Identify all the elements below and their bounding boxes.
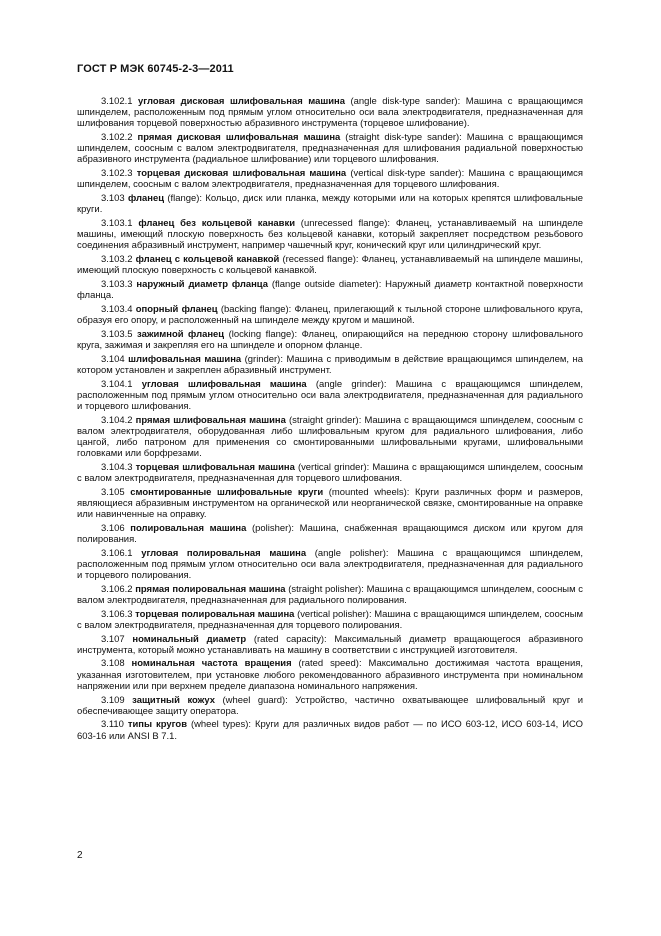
definition-text: (vertical disk-type sander): Машина с вращающимся шпинделем, соосным с валом электродвигателя, предназначенная для торцевого шлифования. [77, 168, 584, 191]
definition-text: (flange): Кольцо, диск или планка, между которыми или на которых крепятся шлифовальные круги. [77, 193, 583, 216]
clause-number: 3.104.3 [101, 461, 133, 473]
definition-text: (backing flange): Фланец, прилегающий к тыльной стороне шлифовального круга, образуя его опору, и расположенный на шпинделе между кругом и машиной. [77, 303, 583, 326]
defined-term: прямая полировальная машина [135, 583, 286, 595]
defined-term: полировальная машина [130, 522, 247, 534]
clause-number: 3.103.5 [101, 328, 133, 340]
defined-term: наружный диаметр фланца [136, 278, 268, 290]
defined-term: фланец с кольцевой канавкой [135, 254, 280, 265]
clause-number: 3.110 [101, 719, 124, 731]
clause-number: 3.103.4 [101, 303, 133, 315]
clause-number: 3.108 [101, 658, 125, 670]
clause-number: 3.105 [101, 486, 125, 498]
definition-text: (flange outside diameter): Наружный диаметр контактной поверхности фланца. [77, 278, 584, 302]
definition-paragraph [77, 379, 583, 412]
definition-paragraph [77, 218, 583, 251]
defined-term: шлифовальная машина [128, 353, 242, 365]
definition-text: (mounted wheels): Круги различных форм и размеров, являющиеся абразивным инструментом на органической или неорганической связке, смонтированные на оправке или навинченные на оправку. [77, 486, 583, 521]
definition-text: (rated capacity): Максимальный диаметр вращающегося абразивного инструмента, который можно устанавливать на машину в соответствии с инструкцией изготовителя. [77, 633, 584, 656]
definition-text: (straight disk-type sander): Машина с вращающимся шпинделем, соосным с валом электродвигателя, предназначенная для шлифования радиальной поверхностью абразивного инструмента (радиальное шлифование) или торцевого шлифования. [77, 132, 584, 166]
page-header: ГОСТ Р МЭК 60745-2-3—2011 [77, 63, 234, 75]
definition-paragraph [77, 658, 583, 691]
definition-paragraph [77, 462, 583, 484]
definition-text: (rated speed): Максимально достижимая частота вращения, указанная изготовителем, при установке любого рекомендованного абразивного инструмента при номинальном напряжении или при верхнем пределе диапазона номинального напряжения. [77, 658, 584, 692]
definition-paragraph [77, 168, 583, 190]
clause-number: 3.106 [101, 522, 125, 534]
definition-text: (polisher): Машина, снабженная вращающимся диском или кругом для полирования. [77, 522, 584, 545]
defined-term: угловая полировальная машина [141, 547, 307, 559]
clause-number: 3.102.1 [101, 96, 133, 107]
definition-text: (recessed flange): Фланец, устанавливаемый на шпинделе машины, имеющий плоскую поверхность с кольцевой канавкой. [77, 254, 583, 277]
defined-term: номинальный диаметр [132, 633, 247, 645]
definition-paragraph [77, 719, 583, 741]
definition-paragraph [77, 487, 583, 520]
definition-text: (wheel types): Круги для различных видов работ — по ИСО 603-12, ИСО 603-14, ИСО 603-16 или ANSI B 7.1. [77, 719, 583, 742]
defined-term: зажимной фланец [137, 328, 225, 340]
definition-paragraph [77, 304, 583, 326]
document-body [77, 96, 583, 744]
definition-text: (vertical polisher): Машина с вращающимся шпинделем, соосным с валом электродвигателя, предназначенная для торцевого полирования. [77, 608, 583, 631]
clause-number: 3.107 [101, 633, 125, 645]
clause-number: 3.106.2 [101, 583, 133, 595]
defined-term: прямая дисковая шлифовальная машина [137, 132, 341, 144]
clause-number: 3.104 [101, 353, 125, 365]
defined-term: опорный фланец [135, 303, 218, 315]
clause-number: 3.102.3 [101, 168, 133, 180]
definition-text: (angle polisher): Машина с вращающимся шпинделем, расположенным под прямым углом относительно оси вала электродвигателя, предназначенная для радиального и торцевого полирования. [77, 547, 583, 581]
defined-term: фланец [128, 193, 165, 205]
definition-text: (grinder): Машина с приводимым в действие вращающимся шпинделем, на котором установлен и закреплен абразивный инструмент. [77, 353, 583, 376]
definition-paragraph [77, 609, 583, 631]
definition-text: (unrecessed flange): Фланец, устанавливаемый на шпинделе машины, имеющий плоскую поверхность без кольцевой канавки, который закрепляет посредством резьбового соединения абразивный инструмент, например чашечный круг, конический круг или цилиндрический круг. [77, 217, 583, 252]
definition-text: (vertical grinder): Машина с вращающимся шпинделем, соосным с валом электродвигателя, предназначенная для торцевого шлифования. [77, 461, 583, 484]
definition-paragraph [77, 329, 583, 351]
clause-number: 3.104.1 [101, 378, 133, 390]
definition-text: (straight grinder): Машина с вращающимся шпинделем, соосным с валом электродвигателя, оборудованная либо шлифовальным кругом для радиального шлифования, либо цангой, либо патроном для применения со смонтированными шлифовальными кругами, шлифовальными головками или борфрезами. [77, 414, 584, 460]
definition-paragraph [77, 548, 583, 581]
definition-text: (angle grinder): Машина с вращающимся шпинделем, расположенным под прямым углом относительно оси вала электродвигателя, предназначенная для радиального и торцевого шлифования. [77, 378, 584, 412]
page-number: 2 [77, 850, 83, 861]
definition-paragraph [77, 695, 583, 717]
definition-paragraph [77, 254, 583, 276]
definition-paragraph [77, 132, 583, 165]
clause-number: 3.102.2 [101, 132, 133, 144]
definition-paragraph [77, 415, 583, 460]
defined-term: защитный кожух [132, 694, 215, 706]
definition-paragraph [77, 523, 583, 545]
clause-number: 3.106.3 [101, 608, 133, 620]
clause-number: 3.109 [101, 694, 125, 706]
defined-term: угловая дисковая шлифовальная машина [138, 96, 345, 107]
defined-term: номинальная частота вращения [131, 658, 292, 670]
definition-paragraph [77, 634, 583, 656]
definition-text: (locking flange): Фланец, опирающийся на переднюю сторону шлифовального круга, зажимая и закрепляя его на шпинделе и опорном фланце. [77, 328, 583, 351]
definition-paragraph [77, 354, 583, 376]
definition-paragraph [77, 584, 583, 606]
defined-term: торцевая полировальная машина [135, 608, 295, 620]
definition-paragraph [77, 96, 583, 129]
definition-paragraph [77, 193, 583, 215]
clause-number: 3.103.1 [101, 217, 133, 229]
defined-term: прямая шлифовальная машина [135, 414, 286, 426]
defined-term: смонтированные шлифовальные круги [130, 486, 324, 498]
defined-term: торцевая шлифовальная машина [135, 461, 295, 473]
defined-term: угловая шлифовальная машина [141, 378, 307, 390]
defined-term: торцевая дисковая шлифовальная машина [136, 168, 347, 180]
clause-number: 3.106.1 [101, 547, 133, 559]
clause-number: 3.103.3 [101, 278, 133, 290]
definition-text: (angle disk-type sander): Машина с вращающимся шпинделем, расположенным под прямым углом относительно оси вала электродвигателя, предназначенная для шлифования торцевой поверхностью абразивного инструмента (торцевое шлифование). [77, 96, 583, 130]
definition-text: (wheel guard): Устройство, частично охватывающее шлифовальный круг и обеспечивающее защиту оператора. [77, 694, 583, 717]
definition-paragraph [77, 279, 583, 301]
definition-text: (straight polisher): Машина с вращающимся шпинделем, соосным с валом электродвигателя, предназначенная для радиального полирования. [77, 583, 583, 606]
clause-number: 3.104.2 [101, 414, 133, 426]
defined-term: типы кругов [127, 719, 187, 731]
clause-number: 3.103.2 [101, 254, 133, 265]
defined-term: фланец без кольцевой канавки [138, 217, 295, 229]
clause-number: 3.103 [101, 193, 125, 205]
